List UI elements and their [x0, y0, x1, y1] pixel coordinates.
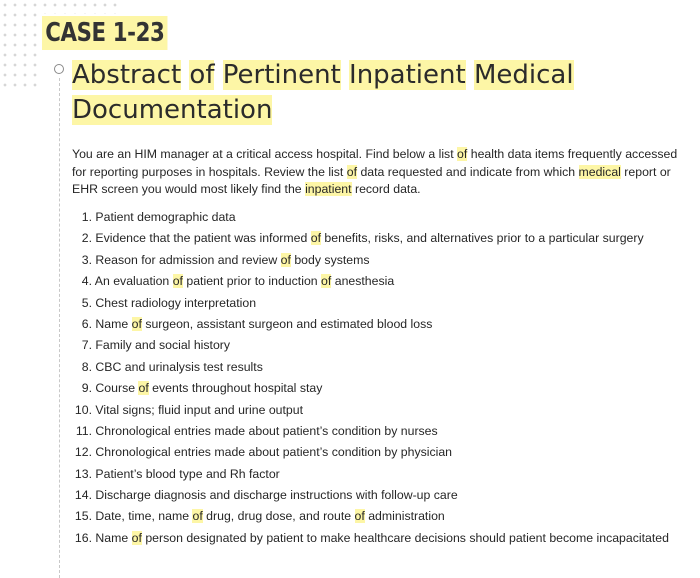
text-segment: Evidence that the patient was informed — [95, 231, 311, 246]
text-segment: Patient demographic data — [95, 210, 236, 224]
list-item-number: 8. — [81, 359, 92, 374]
highlighted-text: inpatient — [305, 182, 352, 196]
highlighted-text: of — [354, 509, 365, 524]
list-item-number: 12. — [74, 445, 92, 460]
list-item — [72, 207, 669, 228]
list-item-text — [95, 253, 369, 267]
list-item-number: 14. — [74, 488, 92, 503]
decorative-dot-row — [40, 0, 120, 14]
list-item-text — [95, 488, 457, 502]
title-word: Pertinent — [222, 60, 341, 90]
text-segment: health data items frequently accessed for reporting purposes in hospitals. Review the list — [72, 147, 678, 179]
list-item — [72, 271, 669, 292]
list-item-number: 1. — [81, 210, 92, 224]
list-item-text — [95, 274, 394, 288]
list-item-number: 9. — [81, 381, 92, 396]
list-item-number: 3. — [81, 252, 92, 267]
highlighted-text: of — [192, 509, 203, 524]
list-item-text — [95, 531, 669, 545]
list-item — [72, 378, 669, 399]
list-item-text — [95, 317, 432, 331]
timeline-circle-icon — [54, 64, 64, 74]
list-item-number: 10. — [74, 402, 92, 417]
list-item-text — [95, 509, 444, 523]
list-item — [72, 506, 669, 527]
list-item-number: 4. — [81, 274, 92, 289]
intro-paragraph — [72, 146, 684, 199]
highlighted-text: of — [280, 252, 291, 267]
list-item-text — [95, 467, 279, 481]
title-word: Abstract — [72, 60, 182, 90]
text-segment: drug, drug dose, and route — [202, 509, 355, 524]
list-item — [72, 357, 669, 378]
list-item-text — [95, 210, 235, 224]
list-item-text — [95, 296, 256, 310]
text-segment: Patient’s blood type and Rh factor — [95, 466, 280, 481]
case-label: CASE 1-23 — [42, 16, 168, 50]
list-item-text — [95, 445, 452, 459]
list-item-number: 2. — [81, 231, 92, 246]
text-segment: record data. — [351, 182, 421, 196]
text-segment: Name — [95, 530, 132, 545]
list-item — [72, 464, 669, 485]
list-item-text — [95, 403, 303, 417]
list-item-text — [95, 424, 437, 438]
list-item — [72, 400, 669, 421]
text-segment: Chest radiology interpretation — [95, 295, 257, 310]
timeline-line — [59, 78, 60, 578]
highlighted-text: of — [310, 231, 322, 246]
list-item-text — [95, 231, 643, 245]
text-segment: CBC and urinalysis test results — [95, 359, 263, 374]
list-item-number: 16. — [74, 530, 92, 545]
text-segment: patient prior to induction — [182, 274, 322, 289]
list-item-text — [95, 360, 262, 374]
text-segment: Date, time, name — [95, 509, 193, 524]
text-segment: An evaluation — [94, 274, 173, 289]
list-item — [72, 485, 669, 506]
text-segment: Discharge diagnosis and discharge instructions with follow-up care — [95, 488, 458, 503]
list-item — [72, 335, 669, 356]
list-item — [72, 228, 669, 249]
text-segment: body systems — [290, 252, 370, 267]
highlighted-text: of — [138, 381, 149, 396]
list-item — [72, 314, 669, 335]
text-segment: administration — [364, 509, 445, 524]
text-segment: You are an HIM manager at a critical access hospital. Find below a list — [72, 147, 458, 161]
list-item-text — [95, 381, 322, 395]
highlighted-text: of — [131, 316, 142, 331]
text-segment: Reason for admission and review — [95, 252, 281, 267]
text-segment: report or EHR screen you would most likely find the — [72, 164, 671, 196]
highlighted-text: of — [457, 147, 468, 161]
text-segment: anesthesia — [331, 274, 395, 289]
text-segment: Course — [95, 381, 139, 396]
decorative-dot-grid — [0, 0, 40, 90]
list-item — [72, 442, 669, 463]
title-word: of — [189, 60, 215, 90]
title-word: Inpatient — [349, 60, 466, 90]
list-item-number: 15. — [74, 509, 92, 524]
list-item-number: 6. — [81, 316, 92, 331]
data-item-list — [72, 207, 669, 549]
text-segment: Chronological entries made about patient’s condition by physician — [95, 445, 453, 460]
text-segment: person designated by patient to make healthcare decisions should patient become incapacitated — [141, 530, 669, 545]
highlighted-text: of — [131, 530, 142, 545]
highlighted-text: of — [346, 164, 358, 179]
text-segment: Chronological entries made about patient’s condition by nurses — [95, 423, 438, 438]
text-segment: Family and social history — [95, 338, 231, 353]
text-segment: Name — [95, 316, 132, 331]
list-item — [72, 528, 669, 549]
text-segment: benefits, risks, and alternatives prior to a particular surgery — [321, 231, 644, 246]
text-segment: surgeon, assistant surgeon and estimated blood loss — [141, 316, 433, 331]
list-item-text — [95, 338, 230, 352]
text-segment: Vital signs; fluid input and urine output — [95, 402, 304, 417]
list-item — [72, 293, 669, 314]
title-word: Documentation — [72, 95, 273, 125]
list-item — [72, 421, 669, 442]
list-item-number: 11. — [75, 423, 92, 438]
list-item-number: 5. — [81, 295, 92, 310]
highlighted-text: of — [321, 274, 332, 289]
text-segment: data requested and indicate from which — [357, 164, 579, 179]
title-word: Medical — [473, 60, 574, 90]
list-item — [72, 250, 669, 271]
highlighted-text: medical — [578, 164, 621, 179]
highlighted-text: of — [172, 274, 183, 289]
page-title — [72, 58, 672, 128]
list-item-number: 13. — [74, 466, 92, 481]
list-item-number: 7. — [81, 338, 92, 353]
text-segment: events throughout hospital stay — [148, 381, 323, 396]
